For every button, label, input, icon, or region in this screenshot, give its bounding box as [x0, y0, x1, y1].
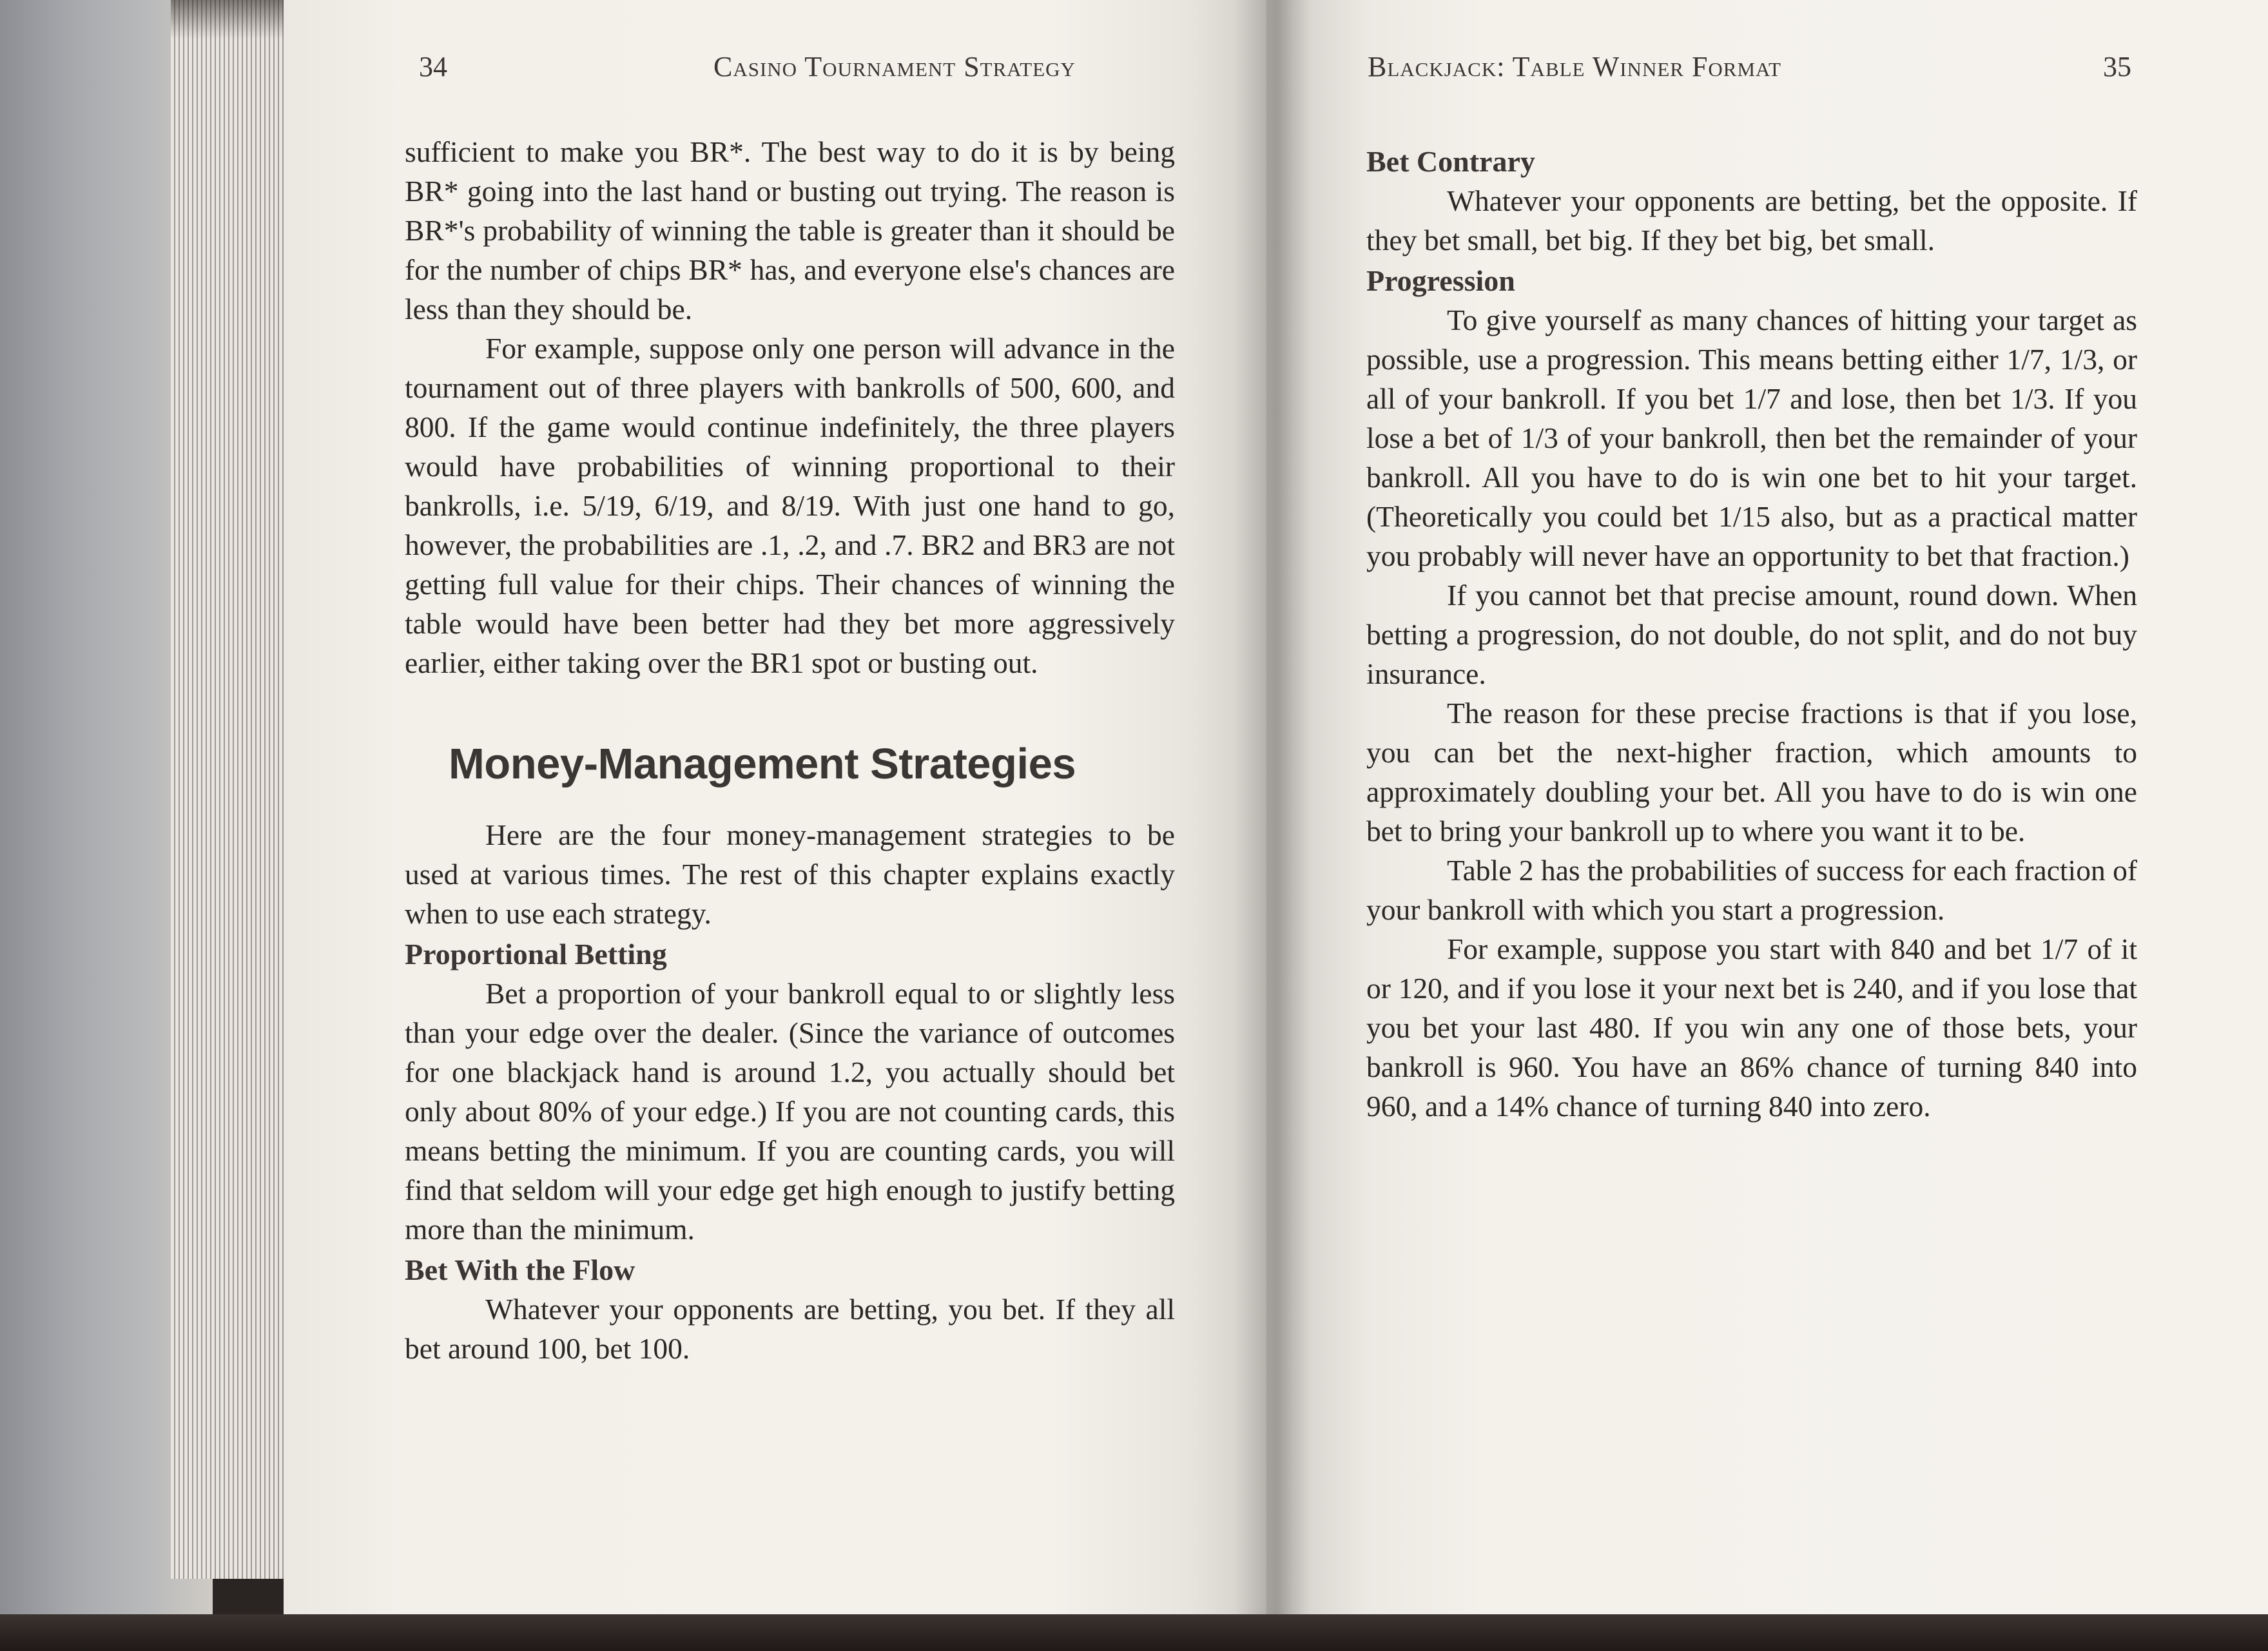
example-paragraph: For example, suppose only one person will advance in the tournament out of three players with bankrolls of 500, 600, and 800. If the game would continue indefinitely, the three players would have probabilities of winning proportional to their bankrolls, i.e. 5/19, 6/19, and 8/19. With just one hand to go, however, the probabilities are .1, .2, and .7. BR2 and BR3 are not getting full value for their chips. Their chances of winning the table would have been better had they bet more aggressively earlier, either taking over the BR1 spot or busting out.	[405, 332, 1175, 679]
section-title: Money-Management Strategies	[449, 740, 1076, 788]
intro-paragraph: sufficient to make you BR*. The best way to do it is by being BR* going into the last hand or busting out trying. The reason is BR*'s probability of winning the table is greater than it should be for the number of chips BR* has, and everyone else's chances are less than they should be.	[405, 135, 1175, 325]
right-page-body	[1366, 142, 2137, 1126]
round-down-text: If you cannot bet that precise amount, round down. When betting a progression, do not double, do not split, and do not buy insurance.	[1366, 579, 2137, 690]
book-gutter	[1234, 0, 1312, 1614]
fractions-text: The reason for these precise fractions is that if you lose, you can bet the next-higher fraction, which amounts to approximately doubling your bet. All you have to do is win one bet to bring your bankroll up to where you want it to be.	[1366, 697, 2137, 847]
bet-contrary-text: Whatever your opponents are betting, bet the opposite. If they bet small, bet big. If they bet big, bet small.	[1366, 184, 2137, 256]
left-page-number: 34	[419, 51, 447, 82]
progression-heading: Progression	[1366, 264, 1515, 297]
table-reference-text: Table 2 has the probabilities of success for each fraction of your bankroll with which you start a progression.	[1366, 854, 2137, 926]
right-page-number: 35	[2103, 51, 2131, 82]
progression-example-text: For example, suppose you start with 840 and bet 1/7 of it or 120, and if you lose it your next bet is 240, and if you lose that you bet your last 480. If you win any one of those bets, your bankroll is 960. You have an 86% chance of turning 840 into 960, and a 14% chance of turning 840 into zero.	[1366, 932, 2137, 1123]
proportional-betting-text: Bet a proportion of your bankroll equal to or slightly less than your edge over the dealer. (Since the variance of outcomes for one blackjack hand is around 1.2, you actually should bet only about 80% of your edge.) If you are not counting cards, this means betting the minimum. If you are counting cards, you will find that seldom will your edge get high enough to justify betting more than the minimum.	[405, 977, 1175, 1246]
progression-text: To give yourself as many chances of hitting your target as possible, use a progression. This means betting either 1/7, 1/3, or all of your bankroll. If you bet 1/7 and lose, then bet 1/3. If you lose a bet of 1/3 of your bankroll, then bet the remainder of your bankroll. All you have to do is win one bet to hit your target. (Theoretically you could bet 1/15 also, but as a practical matter you probably will never have an opportunity to bet that fraction.)	[1366, 304, 2137, 572]
book-page-stack	[171, 0, 291, 1579]
bet-contrary-heading: Bet Contrary	[1366, 145, 1535, 178]
bet-with-flow-text: Whatever your opponents are betting, you bet. If they all bet around 100, bet 100.	[405, 1293, 1175, 1365]
proportional-betting-heading: Proportional Betting	[405, 938, 667, 970]
section-intro: Here are the four money-management strategies to be used at various times. The rest of this chapter explains exactly when to use each strategy.	[405, 818, 1175, 930]
left-running-head: Casino Tournament Strategy	[713, 51, 1076, 82]
right-running-head: Blackjack: Table Winner Format	[1368, 51, 1781, 82]
bet-with-flow-heading: Bet With the Flow	[405, 1253, 635, 1286]
scan-bottom-edge	[0, 1614, 2268, 1651]
left-page-body	[405, 132, 1175, 1368]
